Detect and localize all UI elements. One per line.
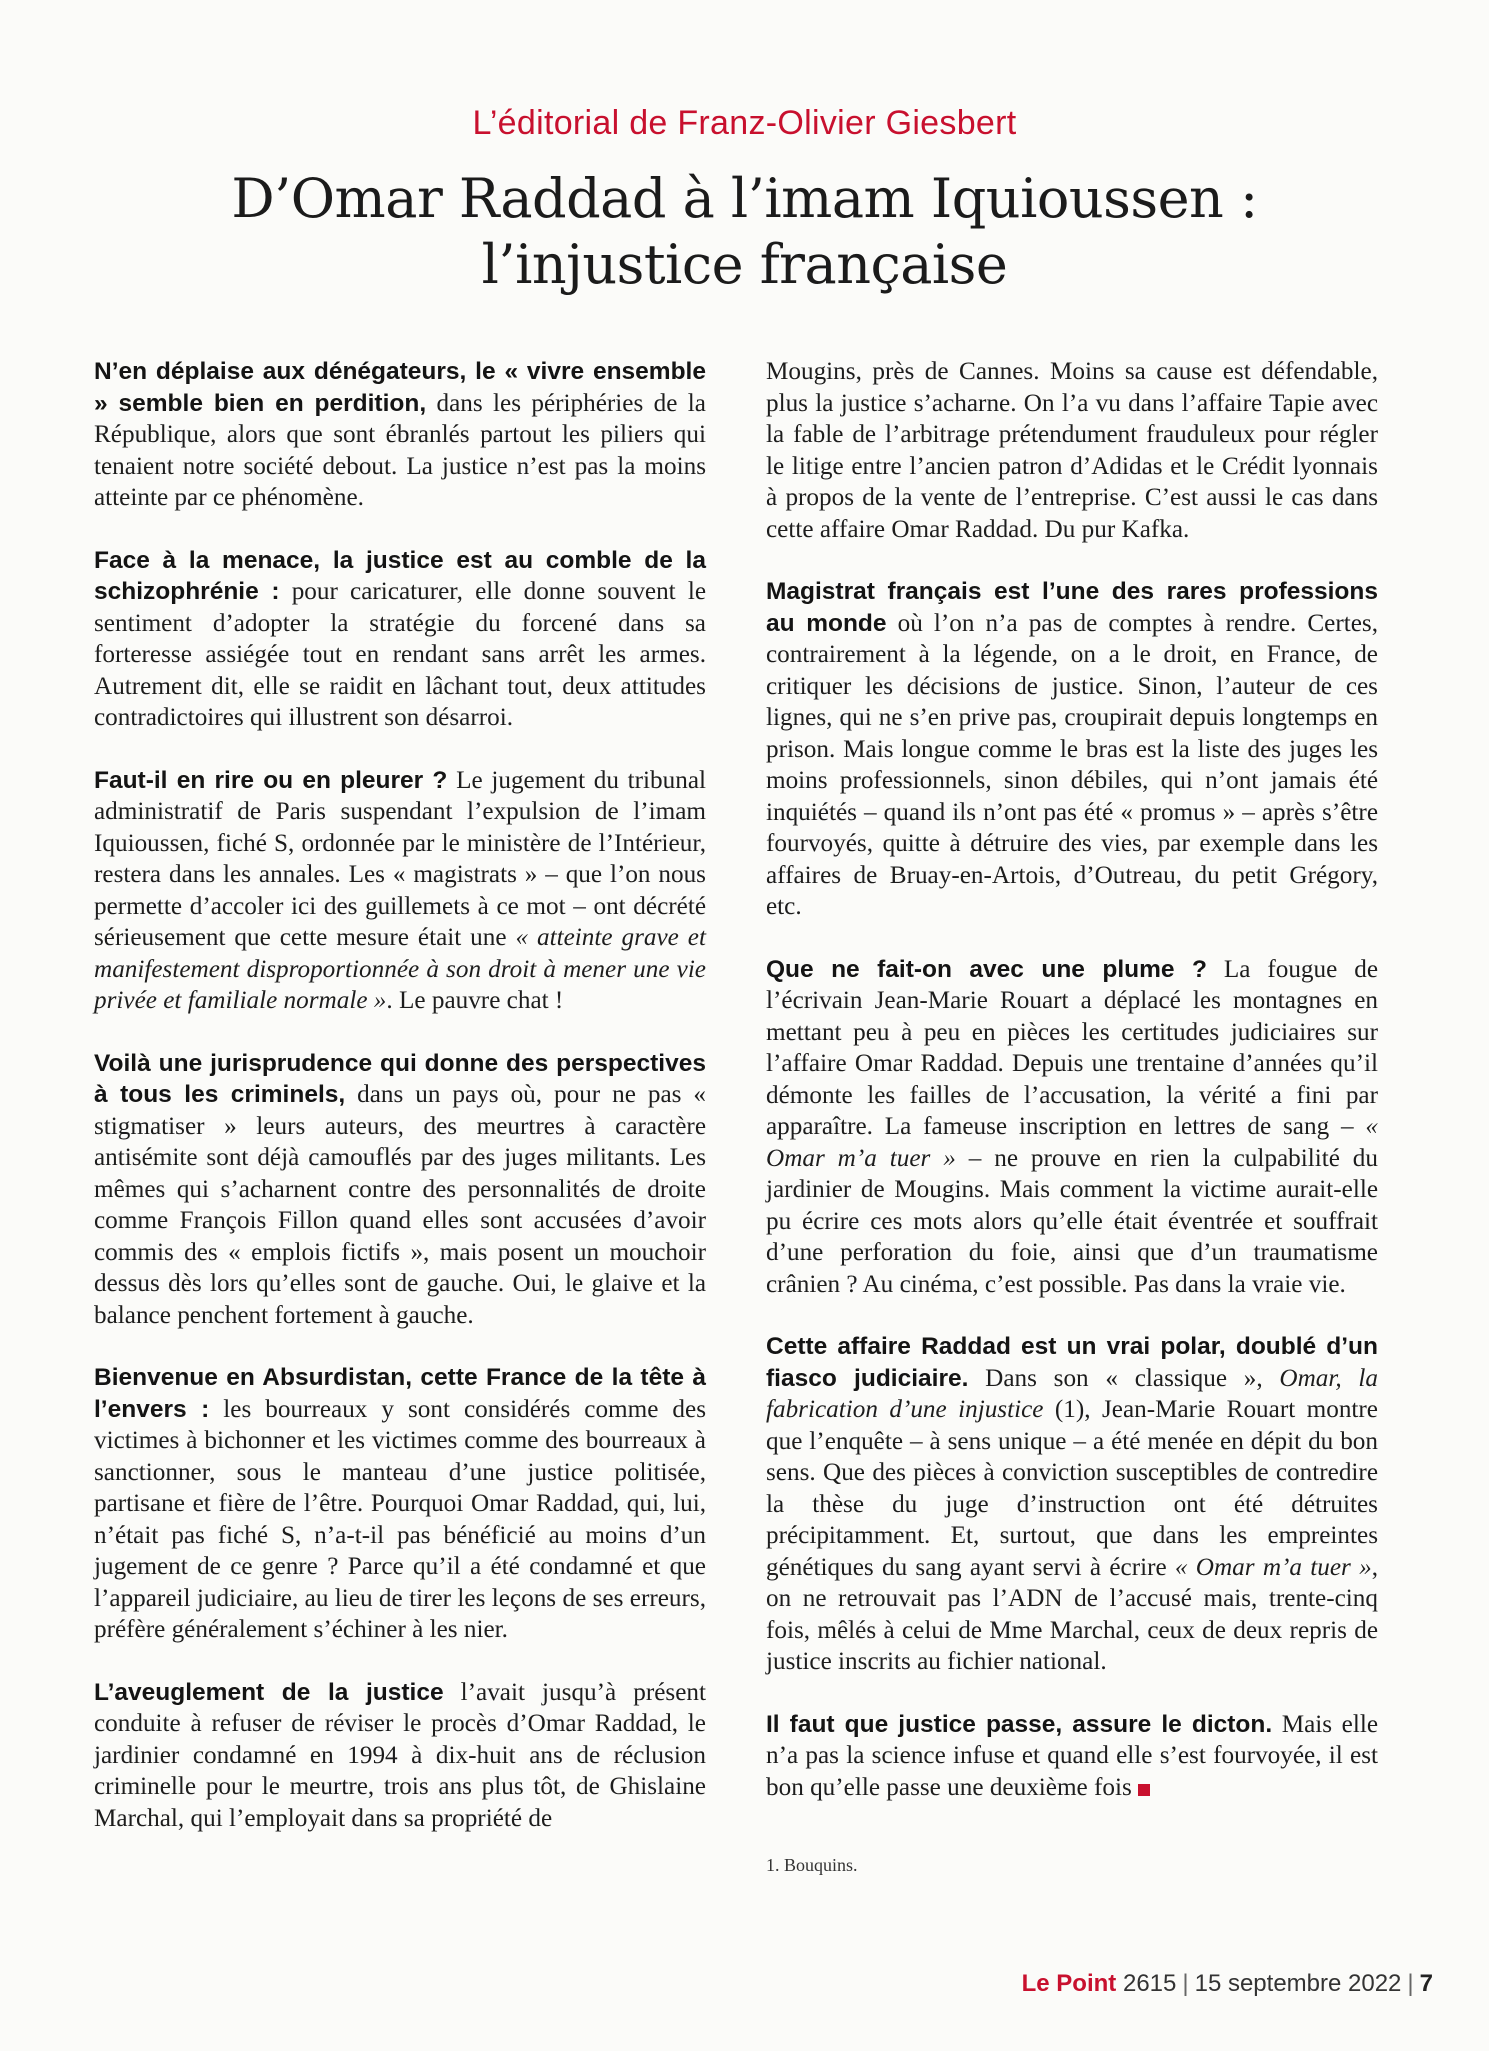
editorial-kicker: L’éditorial de Franz-Olivier Giesbert	[472, 104, 1017, 142]
paragraph-body: – ne prouve en rien la culpabilité du jardinier de Mougins. Mais comment la victime aurait-elle pu écrire ces mots alors qu’elle était éventrée et souffrait d’une perforation du foie, ainsi que d’un traumatisme crânien ? Au cinéma, c’est possible. Pas dans la vraie vie.	[766, 1144, 1378, 1298]
paragraph-10	[766, 1709, 1378, 1804]
paragraph-body: dans les périphéries de la République, alors que sont ébranlés partout les piliers qui tenaient notre société debout. La justice n’est pas la moins atteinte par ce phénomène.	[94, 389, 706, 511]
paragraph-body: Le jugement du tribunal administratif de Paris suspendant l’expulsion de l’imam Iquioussen, fiché S, ordonnée par le ministère de l’Intérieur, restera dans les annales. Les « magistrats » – que l’on nous permette d’accoler ici des guillemets à ce mot – ont décrété sérieusement que cette mesure était une	[94, 766, 707, 951]
paragraph-9	[766, 1331, 1378, 1678]
article-column-right	[766, 356, 1378, 1834]
blood-inscription-quote: « Omar m’a tuer »	[766, 1113, 1378, 1172]
paragraph-lead: Magistrat français est l’une des rares professions au monde	[766, 578, 1378, 637]
paragraph-body: , on ne retrouvait pas l’ADN de l’accusé mais, trente-cinq fois, mêlés à celui de Mme Marchal, ceux de deux repris de justice inscrits au fichier national.	[766, 1553, 1378, 1675]
issue-date: 15 septembre 2022	[1194, 1970, 1402, 1997]
paragraph-lead: Il faut que justice passe, assure le dicton.	[766, 1710, 1273, 1738]
footer-separator: |	[1407, 1970, 1414, 1997]
book-title: Omar, la fabrication d’une injustice	[766, 1364, 1378, 1423]
headline-line-2: l’injustice française	[481, 233, 1008, 296]
paragraph-body: les bourreaux y sont considérés comme des victimes à bichonner et les victimes comme des bourreaux à sanctionner, sous le manteau d’une justice politisée, partisane et fière de l’être. Pourquoi Omar Raddad, qui, lui, n’était pas fiché S, n’a-t-il pas bénéficié au moins d’un jugement de ce genre ? Parce qu’il a été condamné et que l’appareil judiciaire, au lieu de tirer les leçons de ses erreurs, préfère généralement s’échiner à les nier.	[94, 1395, 706, 1643]
paragraph-lead: Voilà une jurisprudence qui donne des perspectives à tous les criminels,	[94, 1049, 706, 1108]
paragraph-2	[94, 545, 706, 734]
paragraph-5	[94, 1362, 706, 1646]
paragraph-body: (1), Jean-Marie Rouart montre que l’enquête – à sens unique – a été menée en dépit du bon sens. Que des pièces à conviction susceptibles de contredire la thèse du juge d’instruction ont été détruites précipitamment. Et, surtout, que dans les empreintes génétiques du sang ayant servi à écrire	[766, 1396, 1378, 1581]
paragraph-7	[766, 576, 1378, 923]
court-quote: « atteinte grave et manifestement disproportionnée à son droit à mener une vie privée et familiale normale »	[94, 924, 706, 1014]
paragraph-6	[94, 1677, 706, 1835]
paragraph-body: dans un pays où, pour ne pas « stigmatiser » leurs auteurs, des meurtres à caractère antisémite sont déjà camouflés par des juges militants. Les mêmes qui s’acharnent contre des personnalités de droite comme François Fillon quand elles sont accusées d’avoir commis des « emplois fictifs », mais posent un mouchoir dessus dès lors qu’elles sont de gauche. Oui, le glaive et la balance penchent fortement à gauche.	[94, 1081, 706, 1329]
article-headline	[0, 166, 1489, 298]
page-footer	[1022, 1970, 1433, 1998]
issue-number: 2615	[1122, 1970, 1177, 1997]
paragraph-6-continued: Mougins, près de Cannes. Moins sa cause est défendable, plus la justice s’acharne. On l’a vu dans l’affaire Tapie avec la fable de l’arbitrage prétendument frauduleux pour régler le litige entre l’ancien patron d’Adidas et le Crédit lyonnais à propos de la vente de l’entreprise. C’est aussi le cas dans cette affaire Omar Raddad. Du pur Kafka.	[766, 358, 1378, 543]
paragraph-lead: N’en déplaise aux dénégateurs, le « vivre ensemble » semble bien en perdition,	[94, 358, 706, 417]
paragraph-1	[94, 356, 706, 514]
paragraph-lead: Faut-il en rire ou en pleurer ?	[94, 766, 448, 794]
end-of-article-square-icon	[1138, 1784, 1150, 1796]
blood-inscription-quote: « Omar m’a tuer »	[1174, 1553, 1372, 1581]
paragraph-lead: Bienvenue en Absurdistan, cette France de la tête à l’envers :	[94, 1364, 706, 1423]
paragraph-4	[94, 1048, 706, 1332]
paragraph-lead: Que ne fait-on avec une plume ?	[766, 955, 1207, 983]
paragraph-body: . Le pauvre chat !	[386, 987, 564, 1014]
paragraph-body: La fougue de l’écrivain Jean-Marie Rouart a déplacé les montagnes en mettant peu à peu en pièces les certitudes judiciaires sur l’affaire Omar Raddad. Depuis une trentaine d’années qu’il démonte les failles de l’accusation, la vérité a fini par apparaître. La fameuse inscription en lettres de sang –	[766, 955, 1378, 1140]
paragraph-body: l’avait jusqu’à présent conduite à refuser de réviser le procès d’Omar Raddad, le jardinier condamné en 1994 à dix-huit ans de réclusion criminelle pour le meurtre, trois ans plus tôt, de Ghislaine Marchal, qui l’employait dans sa propriété de	[94, 1678, 706, 1832]
paragraph-lead: Cette affaire Raddad est un vrai polar, doublé d’un fiasco judiciaire.	[766, 1333, 1378, 1392]
paragraph-body: pour caricaturer, elle donne souvent le sentiment d’adopter la stratégie du forcené dans sa forteresse assiégée tout en rendant sans arrêt les armes. Autrement dit, elle se raidit en lâchant tout, deux attitudes contradictoires qui illustrent son désarroi.	[94, 578, 707, 731]
footer-separator: |	[1182, 1970, 1189, 1997]
paragraph-lead: Face à la menace, la justice est au comble de la schizophrénie :	[94, 546, 706, 605]
paragraph-lead: L’aveuglement de la justice	[94, 1678, 444, 1706]
paragraph-body: Dans son « classique »,	[968, 1364, 1280, 1392]
article-column-left	[94, 356, 706, 1865]
paragraph-body: où l’on n’a pas de comptes à rendre. Certes, contrairement à la légende, on a le droit, en France, de critiquer les décisions de justice. Sinon, l’auteur de ces lignes, qui ne s’en prive pas, croupirait depuis longtemps en prison. Mais longue comme le bras est la liste des juges les moins professionnels, sinon débiles, qui n’ont jamais été inquiétés – quand ils n’ont pas été « promus » – après s’être fourvoyés, quitte à détruire des vies, par exemple dans les affaires de Bruay-en-Artois, d’Outreau, du petit Grégory, etc.	[766, 609, 1378, 920]
page-number: 7	[1419, 1970, 1433, 1997]
paragraph-body: Mais elle n’a pas la science infuse et quand elle s’est fourvoyée, il est bon qu’elle passe une deuxième fois	[766, 1710, 1378, 1801]
paragraph-8	[766, 954, 1378, 1301]
headline-line-1: D’Omar Raddad à l’imam Iquioussen :	[231, 167, 1258, 230]
magazine-name: Le Point	[1021, 1970, 1117, 1997]
paragraph-3	[94, 765, 706, 1017]
footnote: 1. Bouquins.	[766, 1855, 858, 1875]
